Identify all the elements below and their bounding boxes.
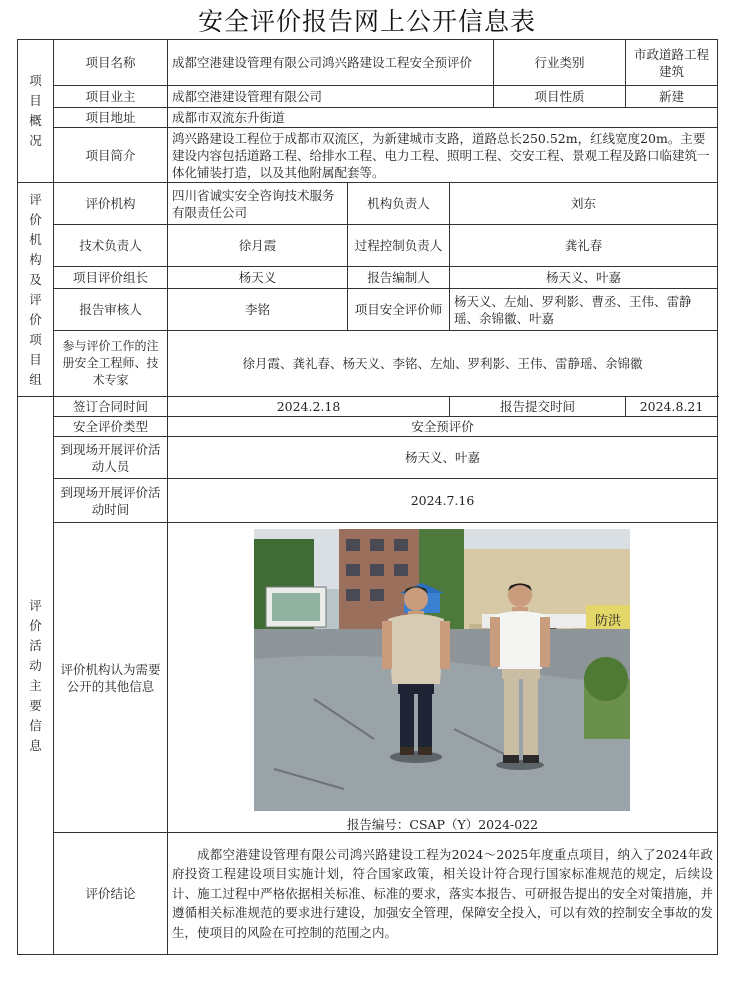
intro-label: 项目简介 [54, 128, 168, 183]
conclusion-label: 评价结论 [54, 833, 168, 955]
page-title: 安全评价报告网上公开信息表 [197, 7, 536, 36]
info-table [17, 39, 718, 955]
owner-label: 项目业主 [54, 86, 168, 108]
reviewer-value: 李铭 [168, 289, 348, 331]
head-label: 机构负责人 [348, 183, 450, 225]
staff-value: 杨天义、叶嘉 [168, 437, 718, 479]
head-value: 刘东 [450, 183, 718, 225]
address-value: 成都市双流东升街道 [168, 108, 718, 128]
project-name-label: 项目名称 [54, 40, 168, 86]
submit-value: 2024.8.21 [626, 397, 718, 417]
tech-label: 技术负责人 [54, 225, 168, 267]
org-label: 评价机构 [54, 183, 168, 225]
leader-value: 杨天义 [168, 267, 348, 289]
time-value: 2024.7.16 [168, 479, 718, 523]
address-label: 项目地址 [54, 108, 168, 128]
site-photo-cell [168, 523, 718, 833]
engineers-value: 徐月霞、龚礼春、杨天义、李铭、左灿、罗利影、王伟、雷静瑶、余锦徽 [168, 331, 718, 397]
writer-value: 杨天义、叶嘉 [450, 267, 718, 289]
project-name: 成都空港建设管理有限公司鸿兴路建设工程安全预评价 [168, 40, 494, 86]
site-photo [254, 529, 630, 811]
section-agency: 评价机构及评价项目组 [18, 183, 54, 397]
engineers-label: 参与评价工作的注册安全工程师、技术专家 [54, 331, 168, 397]
contract-value: 2024.2.18 [168, 397, 450, 417]
writer-label: 报告编制人 [348, 267, 450, 289]
evaluators-value: 杨天义、左灿、罗利影、曹丞、王伟、雷静瑶、余锦徽、叶嘉 [450, 289, 718, 331]
conclusion-text: 成都空港建设管理有限公司鸿兴路建设工程为2024～2025年度重点项目，纳入了2024年政府投资工程建设项目实施计划，符合国家政策，相关设计符合现行国家标准规范的规定，后续设计、施工过程中严格依据相关标准、标准的要求，落实本报告、可研报告提出的安全对策措施，并遵循相关标准规范的要求进行建设，加强安全管理，保障安全投入，可以有效的控制安全事故的发生，使项目的风险在可控制的范围之内。 [168, 833, 718, 955]
contract-label: 签订合同时间 [54, 397, 168, 417]
sign-text-1: 防洪 [594, 614, 622, 629]
org-value: 四川省诚实安全咨询技术服务有限责任公司 [168, 183, 348, 225]
tech-value: 徐月霞 [168, 225, 348, 267]
time-label: 到现场开展评价活动时间 [54, 479, 168, 523]
evaluators-label: 项目安全评价师 [348, 289, 450, 331]
nature-label: 项目性质 [494, 86, 626, 108]
section-overview: 项目概况 [18, 40, 54, 183]
owner-value: 成都空港建设管理有限公司 [168, 86, 494, 108]
section-activities: 评价活动主要信息 [18, 397, 54, 955]
staff-label: 到现场开展评价活动人员 [54, 437, 168, 479]
industry-value: 市政道路工程建筑 [626, 40, 718, 86]
process-value: 龚礼春 [450, 225, 718, 267]
process-label: 过程控制负责人 [348, 225, 450, 267]
report-number: 报告编号：CSAP（Y）2024-022 [346, 817, 539, 832]
industry-label: 行业类别 [494, 40, 626, 86]
intro-value: 鸿兴路建设工程位于成都市双流区，为新建城市支路，道路总长250.52m，红线宽度20m。主要建设内容包括道路工程、给排水工程、电力工程、照明工程、交安工程、景观工程及路口临建筑一体化铺装打造，以及其他附属配套等。 [168, 128, 718, 183]
leader-label: 项目评价组长 [54, 267, 168, 289]
type-label: 安全评价类型 [54, 417, 168, 437]
nature-value: 新建 [626, 86, 718, 108]
type-value: 安全预评价 [168, 417, 718, 437]
info-label: 评价机构认为需要公开的其他信息 [54, 523, 168, 833]
reviewer-label: 报告审核人 [54, 289, 168, 331]
submit-label: 报告提交时间 [450, 397, 626, 417]
